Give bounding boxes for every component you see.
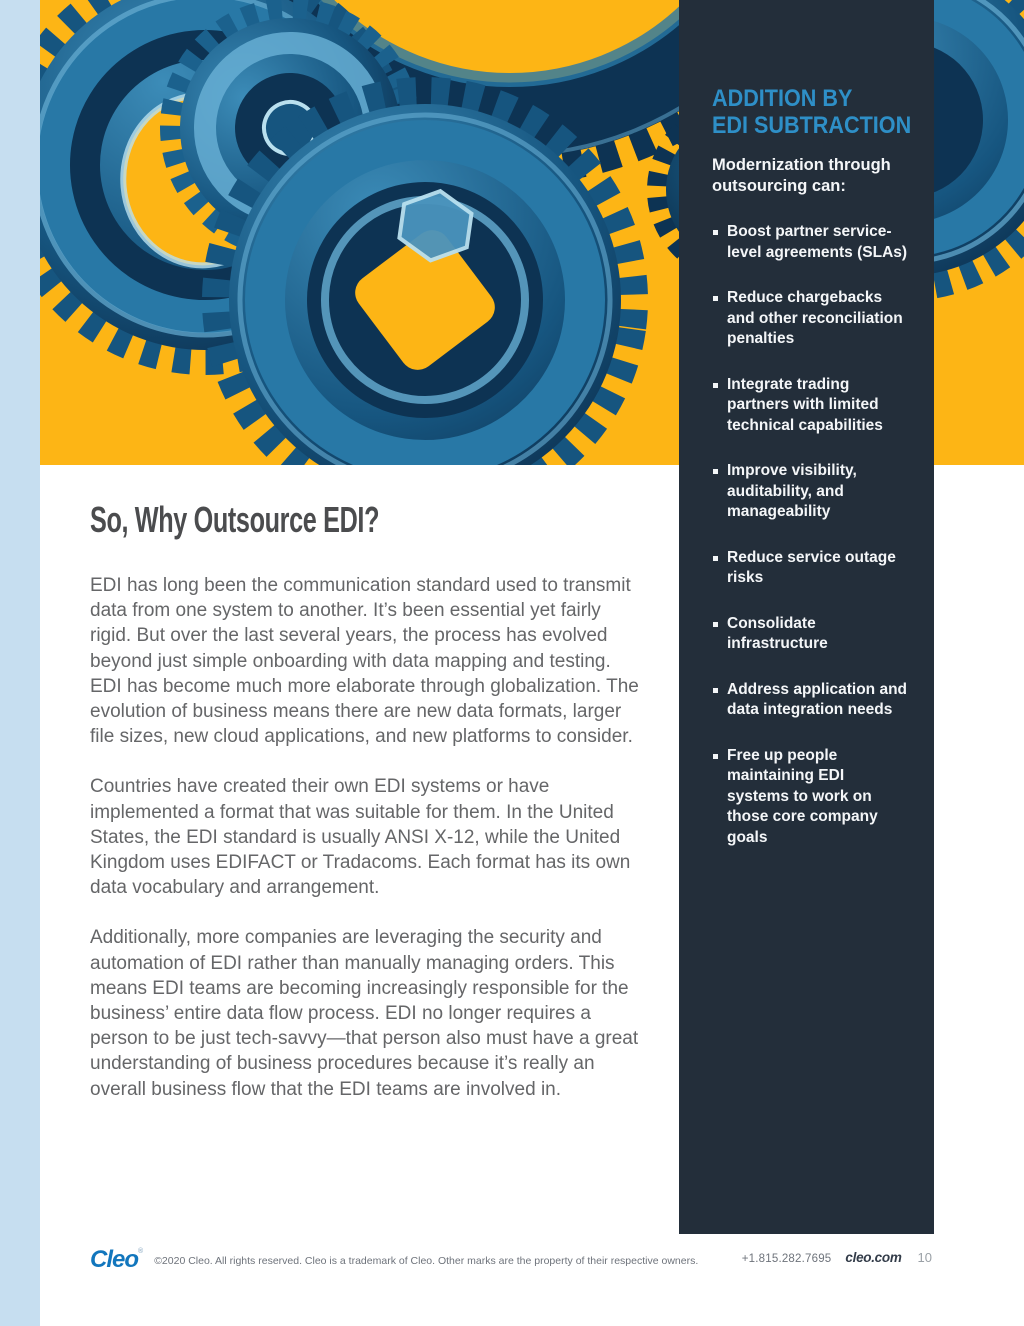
cleo-logo-text: Cleo: [90, 1246, 139, 1273]
list-item-label: Improve visibility, auditability, and manageability: [727, 462, 857, 520]
bullet-square-icon: [713, 556, 718, 561]
left-accent-strip: [0, 0, 40, 1326]
callout-sidebar: [679, 0, 934, 1234]
list-item: [712, 461, 908, 523]
list-item-label: Boost partner service-level agreements (SLAs): [727, 223, 908, 261]
main-content: [90, 500, 642, 1127]
sidebar-subtitle: Modernization through outsourcing can:: [712, 156, 891, 195]
list-item: [712, 548, 908, 589]
footer-left: [90, 1246, 698, 1274]
list-item-label: Free up people maintaining EDI systems to work on those core company goals: [727, 746, 878, 846]
benefits-list: [712, 222, 908, 848]
list-item-label: Address application and data integration needs: [727, 680, 908, 718]
bullet-square-icon: [713, 622, 718, 627]
body-paragraph: EDI has long been the communication standard used to transmit data from one system to another. It’s been essential yet fairly rigid. But over the last several years, the process has evolved beyond just simple onboarding with data mapping and testing. EDI has become much more elaborate through globalization. The evolution of business means there are new data formats, larger file sizes, new cloud applications, and new platforms to consider.: [90, 575, 639, 748]
page-number: 10: [917, 1250, 932, 1265]
list-item-label: Integrate trading partners with limited technical capabilities: [727, 375, 883, 434]
footer-right: [742, 1250, 932, 1265]
list-item: [712, 288, 908, 350]
list-item: [712, 375, 908, 437]
bullet-square-icon: [713, 383, 718, 388]
list-item: [712, 746, 908, 849]
page-footer: [0, 1246, 1024, 1286]
sidebar-title-line2: EDI SUBTRACTION: [712, 112, 912, 139]
bullet-square-icon: [713, 296, 718, 301]
sidebar-title: [712, 85, 912, 139]
list-item-label: Reduce chargebacks and other reconciliation penalties: [727, 289, 903, 347]
bullet-square-icon: [713, 688, 718, 693]
bullet-square-icon: [713, 230, 718, 235]
list-item-label: Consolidate infrastructure: [727, 614, 828, 652]
registered-trademark-icon: ®: [138, 1248, 143, 1255]
body-paragraph: Additionally, more companies are leveraging the security and automation of EDI rather than manually managing orders. This means EDI teams are becoming increasingly responsible for the business’ entire data flow process. EDI no longer requires a person to be just tech-savvy—that person also must have a great understanding of business procedures because it’s really an overall business flow that the EDI teams are involved in.: [90, 927, 639, 1100]
page-title: So, Why Outsource EDI?: [90, 499, 380, 540]
cleo-logo: [90, 1246, 142, 1274]
sidebar-title-line1: ADDITION BY: [712, 85, 853, 112]
bullet-square-icon: [713, 754, 718, 759]
body-paragraph: Countries have created their own EDI systems or have implemented a format that was suitable for them. In the United States, the EDI standard is usually ANSI X-12, while the United Kingdom uses EDIFACT or Tradacoms. Each format has its own data vocabulary and arrangement.: [90, 776, 631, 899]
website-link[interactable]: cleo.com: [845, 1250, 902, 1265]
list-item: [712, 680, 908, 721]
list-item-label: Reduce service outage risks: [727, 548, 896, 586]
copyright-text: ©2020 Cleo. All rights reserved. Cleo is a trademark of Cleo. Other marks are the property of their respective owners.: [154, 1255, 699, 1267]
list-item: [712, 614, 908, 655]
bullet-square-icon: [713, 469, 718, 474]
list-item: [712, 222, 908, 263]
phone-number: +1.815.282.7695: [741, 1253, 832, 1265]
